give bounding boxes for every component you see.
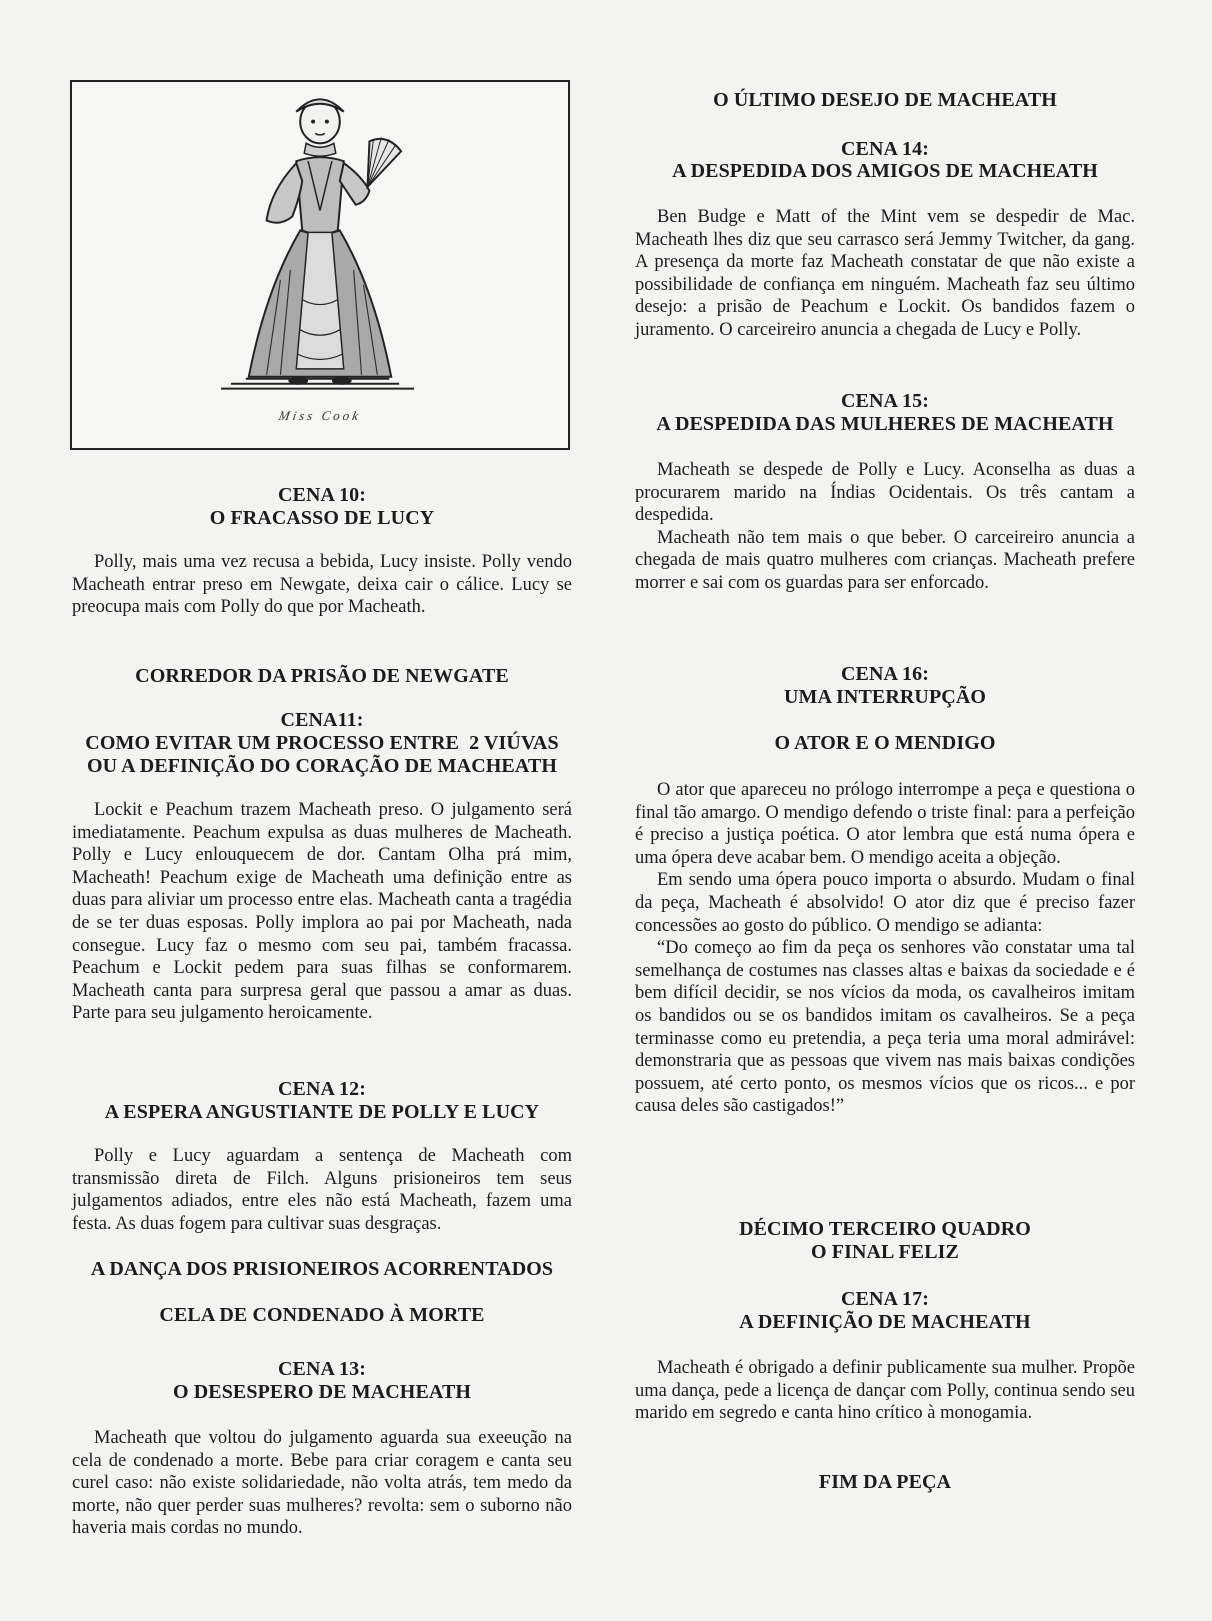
cena11-subtitle-2: OU A DEFINIÇÃO DO CORAÇÃO DE MACHEATH — [86, 755, 558, 777]
cena17-title: CENA 17: — [840, 1288, 930, 1310]
cena10-title: CENA 10: — [277, 484, 367, 506]
cena14-paragraph: Ben Budge e Matt of the Mint vem se despedir de Mac. Macheath lhes diz que seu carrasco será Jemmy Twitcher, da gang. A presença da morte faz Macheath constatar de que não existe a possibilidade de confiança em ninguém. Macheath faz seu último desejo: a prisão de Peachum e Lockit. Os bandidos fazem o juramento. O carceireiro anuncia a chegada de Lucy e Polly. — [635, 207, 1135, 340]
danca-heading: A DANÇA DOS PRISIONEIROS ACORRENTADOS — [90, 1258, 554, 1280]
cena12-text — [72, 1145, 572, 1235]
cena11-title: CENA11: — [280, 709, 364, 731]
cena15-subtitle: A DESPEDIDA DAS MULHERES DE MACHEATH — [656, 413, 1114, 435]
cena17-text — [635, 1357, 1135, 1425]
corredor-heading: CORREDOR DA PRISÃO DE NEWGATE — [135, 665, 509, 687]
quadro13-title: DÉCIMO TERCEIRO QUADRO — [739, 1218, 1031, 1240]
cena16-paragraph-3: “Do começo ao fim da peça os senhores vão constatar uma tal semelhança de costumes nas classes altas e baixas da sociedade e é bem difícil decidir, se nos vícios da moda, os cavalheiros imitam os bandidos ou se os bandidos imitam os cavalheiros. Se a peça terminasse como eu pretendia, a peça teria uma moral admirável: demonstraria que as pessoas que vivem nas mais baixas condições possuem, até certo ponto, os mesmos vícios que os ricos... e por causa deles são castigados!” — [635, 938, 1135, 1117]
cena15-text — [635, 459, 1135, 595]
cena10-subtitle: O FRACASSO DE LUCY — [209, 507, 435, 529]
cena15-paragraph-1: Macheath se despede de Polly e Lucy. Aconselha as duas a procurarem marido na Índias Ocidentais. Os três cantam a despedida. — [635, 460, 1135, 526]
ator-mendigo-heading: O ATOR E O MENDIGO — [774, 732, 996, 754]
cena17-paragraph: Macheath é obrigado a definir publicamente sua mulher. Propõe uma dança, pede a licença de dançar com Polly, continua sendo seu marido em segredo e canta hino crítico à monogamia. — [635, 1358, 1135, 1424]
cena11-subtitle-1: COMO EVITAR UM PROCESSO ENTRE 2 VIÚVAS — [85, 732, 559, 754]
cena13-subtitle: O DESESPERO DE MACHEATH — [172, 1381, 472, 1403]
ultimo-desejo-heading: O ÚLTIMO DESEJO DE MACHEATH — [713, 89, 1057, 111]
cena11-paragraph: Lockit e Peachum trazem Macheath preso. O julgamento será imediatamente. Peachum expulsa as duas mulheres de Macheath. Polly e Lucy enlouquecem de dor. Cantam Olha prá mim, Macheath! Peachum exige de Macheath uma definição entre as duas para aliviar um processo entre elas. Macheath canta a tragédia de se ter duas esposas. Polly implora ao pai por Macheath, nada consegue. Lucy faz o mesmo com seu pai, também fracassa. Peachum e Lockit pedem para suas filhas se conformarem. Macheath canta para surpresa geral que passou a amar as duas. Parte para seu julgamento heroicamente. — [72, 800, 572, 1024]
cena17-subtitle: A DEFINIÇÃO DE MACHEATH — [739, 1311, 1031, 1333]
cena14-title: CENA 14: — [840, 138, 930, 160]
quadro13-subtitle: O FINAL FELIZ — [811, 1241, 959, 1263]
cela-heading: CELA DE CONDENADO À MORTE — [159, 1304, 485, 1326]
cena16-paragraph-2: Em sendo uma ópera pouco importa o absurdo. Mudam o final da peça, Macheath é absolvido! O ator diz que é preciso fazer concessões ao gosto do público. O mendigo se adianta: — [635, 870, 1135, 936]
cena14-text — [635, 206, 1135, 342]
cena14-subtitle: A DESPEDIDA DOS AMIGOS DE MACHEATH — [672, 160, 1098, 182]
cena15-paragraph-2: Macheath não tem mais o que beber. O carceireiro anuncia a chegada de mais quatro mulheres com crianças. Macheath prefere morrer e sai com os guardas para ser enforcado. — [635, 527, 1135, 593]
cena12-subtitle: A ESPERA ANGUSTIANTE DE POLLY E LUCY — [104, 1101, 540, 1123]
cena13-paragraph: Macheath que voltou do julgamento aguarda sua exeeução na cela de condenado a morte. Bebe para criar coragem e canta seu curel caso: não existe solidariedade, não volta atrás, tem medo da morte, não quer perder suas mulheres? revolta: sem o suborno não haveria mais cordas no mundo. — [72, 1428, 572, 1539]
engraving-illustration — [70, 80, 570, 450]
cena16-subtitle: UMA INTERRUPÇÃO — [783, 686, 987, 708]
cena12-paragraph: Polly e Lucy aguardam a sentença de Macheath com transmissão direta de Filch. Alguns prisioneiros tem seus julgamentos adiados, entre eles não está Macheath, fazem uma festa. As duas fogem para cultivar suas desgraças. — [72, 1146, 572, 1234]
cena11-text — [72, 799, 572, 1025]
illustration-caption: Miss Cook — [277, 408, 363, 423]
cena13-text — [72, 1427, 572, 1540]
cena12-title: CENA 12: — [277, 1078, 367, 1100]
cena15-title: CENA 15: — [840, 390, 930, 412]
cena16-title: CENA 16: — [840, 663, 930, 685]
fim-heading: FIM DA PEÇA — [818, 1471, 952, 1493]
woman-with-fan-engraving — [72, 82, 568, 448]
cena10-text — [72, 551, 572, 619]
cena10-paragraph: Polly, mais uma vez recusa a bebida, Lucy insiste. Polly vendo Macheath entrar preso em Newgate, deixa cair o cálice. Lucy se preocupa mais com Polly do que por Macheath. — [72, 552, 572, 618]
cena13-title: CENA 13: — [277, 1358, 367, 1380]
cena16-paragraph-1: O ator que apareceu no prólogo interrompe a peça e questiona o final tão amargo. O mendigo defendo o triste final: para a perfeição é preciso a justiça poética. O ator lembra que está numa ópera e uma ópera deve acabar bem. O mendigo aceita a objeção. — [635, 780, 1135, 868]
cena16-text — [635, 779, 1135, 1118]
